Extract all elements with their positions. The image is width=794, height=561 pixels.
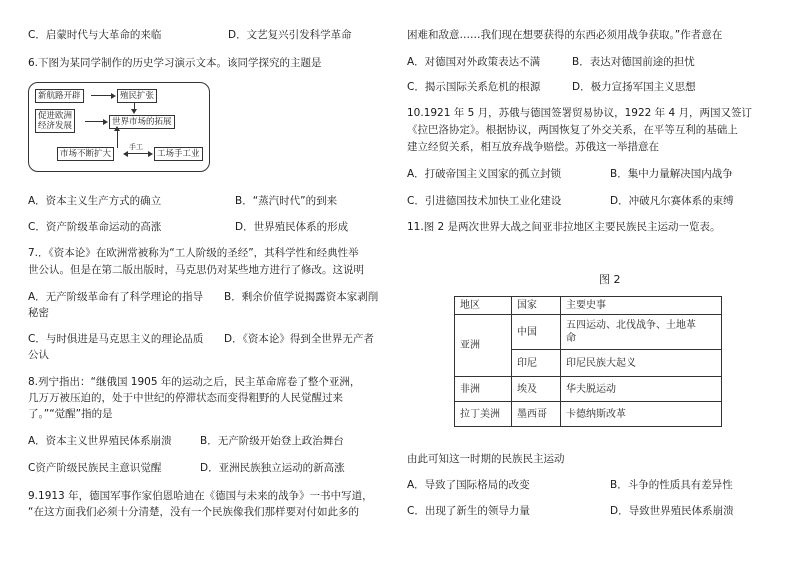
table-header: 地区	[455, 297, 512, 315]
q6-option-a: A．资本主义生产方式的确立	[28, 195, 162, 207]
q7-option-d-cont: 公认	[28, 349, 49, 361]
diagram-node-colonial: 殖民扩张	[117, 89, 157, 103]
table-header: 主要史事	[561, 297, 722, 315]
q6-stem: 6.下图为某同学制作的历史学习演示文本。该同学探究的主题是	[28, 57, 322, 69]
q7-option-b-cont: 秘密	[28, 307, 49, 319]
q11-option-d: D．导致世界殖民体系崩溃	[610, 505, 734, 517]
diagram-node-economy-l1: 促进欧洲	[38, 111, 73, 121]
q5-option-d: D．文艺复兴引发科学革命	[228, 29, 352, 41]
q7-stem-line-2: 世公认。但是在第二版出版时，马克思仍对某些地方进行了修改。这说明	[28, 264, 364, 276]
diagram-node-economy-l2: 经济发展	[38, 121, 73, 131]
table-cell-event: 印尼民族大起义	[561, 350, 722, 377]
table-cell-region: 非洲	[455, 377, 512, 402]
q7-stem-line-1: 7.．《资本论》在欧洲常被称为“工人阶级的圣经”，其科学性和经典性举	[28, 247, 359, 259]
q9-option-b: B．表达对德国前途的担忧	[572, 56, 695, 68]
q9-stem-line-3: 困难和敌意……我们现在想要获得的东西必须用战争获取。”作者意在	[407, 29, 723, 41]
diagram-edge-label: 手工	[129, 143, 143, 151]
q11-stem: 11.图 2 是两次世界大战之间亚非拉地区主要民族民主运动一览表。	[407, 221, 721, 233]
table-cell-country: 印尼	[512, 350, 561, 377]
table-cell-country: 墨西哥	[512, 402, 561, 427]
table-row	[455, 402, 722, 427]
q6-option-b: B．“蒸汽时代”的到来	[235, 195, 338, 207]
flow-diagram	[28, 82, 210, 172]
q10-stem-line-2: 《拉巴洛协定》。根据协议，两国恢复了外交关系，在平等互利的基础上	[407, 124, 738, 136]
figure-title: 图 2	[599, 273, 621, 286]
q10-option-c: C．引进德国技术加快工业化建设	[407, 195, 562, 207]
diagram-node-workshop: 工场手工业	[154, 147, 203, 161]
diagram-node-world-market: 世界市场的拓展	[109, 115, 175, 129]
table-cell-country: 埃及	[512, 377, 561, 402]
diagram-node-economy	[35, 109, 75, 133]
q11-option-c: C．出现了新生的领导力量	[407, 505, 530, 517]
q9-stem-line-2: “在这方面我们必须十分清楚，没有一个民族像我们那样要对付如此多的	[28, 506, 359, 518]
q7-option-a: A．无产阶级革命有了科学理论的指导	[28, 291, 204, 303]
diagram-node-new-route: 新航路开辟	[35, 89, 84, 103]
q10-option-d: D．冲破凡尔赛体系的束缚	[610, 195, 734, 207]
history-table	[454, 296, 722, 427]
table-cell-country: 中国	[512, 315, 561, 350]
q8-option-d: D．亚洲民族独立运动的新高涨	[200, 462, 345, 474]
q8-option-a: A．资本主义世界殖民体系崩溃	[28, 435, 172, 447]
q11-tail: 由此可知这一时期的民族民主运动	[407, 453, 565, 465]
q5-option-c: C．启蒙时代与大革命的来临	[28, 29, 162, 41]
q8-stem-line-1: 8.列宁指出：“继俄国 1905 年的运动之后，民主革命席卷了整个亚洲，	[28, 376, 361, 388]
q9-stem-line-1: 9.1913 年，德国军事作家伯恩哈迪在《德国与未来的战争》一书中写道，	[28, 490, 373, 502]
q10-option-a: A．打破帝国主义国家的孤立封锁	[407, 168, 562, 180]
q9-option-c: C．揭示国际关系危机的根源	[407, 81, 541, 93]
diagram-node-market-expand: 市场不断扩大	[57, 147, 114, 161]
q8-stem-line-2: 几万万被压迫的，处于中世纪的停滞状态而变得粗野的人民觉醒过来	[28, 392, 343, 404]
table-cell-event: 卡德纳斯改革	[561, 402, 722, 427]
q8-stem-line-3: 了。”“觉醒”指的是	[28, 408, 113, 420]
table-cell-event-l1: 五四运动、北伐战争、土地革	[566, 320, 696, 331]
table-cell-event-l2: 命	[566, 333, 576, 344]
q10-stem-line-1: 10.1921 年 5 月，苏俄与德国签署贸易协议，1922 年 4 月，两国又签订	[407, 107, 753, 119]
table-cell-event	[561, 315, 722, 350]
table-cell-region: 亚洲	[455, 315, 512, 377]
q9-option-a: A．对德国对外政策表达不满	[407, 56, 541, 68]
q9-option-d: D．极力宣扬军国主义思想	[572, 81, 696, 93]
q10-option-b: B．集中力量解决国内战争	[610, 168, 733, 180]
q11-option-a: A．导致了国际格局的改变	[407, 479, 530, 491]
q7-option-c: C．与时俱进是马克思主义的理论品质	[28, 333, 204, 345]
table-row	[455, 315, 722, 350]
table-cell-event: 华夫脱运动	[561, 377, 722, 402]
q7-option-d: D．《资本论》得到全世界无产者	[224, 333, 374, 345]
q6-option-c: C．资产阶级革命运动的高涨	[28, 221, 162, 233]
q7-option-b: B．剩余价值学说揭露资本家剥削	[224, 291, 379, 303]
q8-option-c: C资产阶级民族民主意识觉醒	[28, 462, 162, 474]
table-header-row	[455, 297, 722, 315]
table-header: 国家	[512, 297, 561, 315]
q6-option-d: D．世界殖民体系的形成	[235, 221, 349, 233]
q10-stem-line-3: 建立经贸关系，相互放弃战争赔偿。苏俄这一举措意在	[407, 141, 659, 153]
table-cell-region: 拉丁美洲	[455, 402, 512, 427]
q8-option-b: B．无产阶级开始登上政治舞台	[200, 435, 344, 447]
q11-option-b: B．斗争的性质具有差异性	[610, 479, 733, 491]
table-row	[455, 377, 722, 402]
